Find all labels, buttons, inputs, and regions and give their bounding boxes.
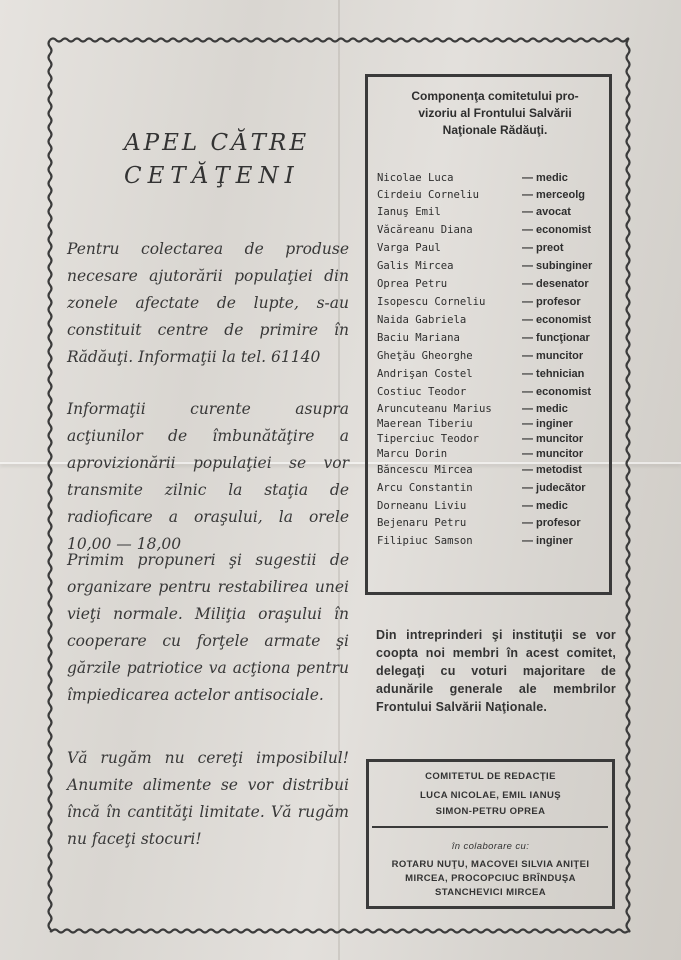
member-profession: — muncitor [522,433,584,445]
member-profession: — judecător [522,482,586,494]
member-profession: — medic [522,172,568,184]
committee-heading-line1: Componenţa comitetului pro- [411,89,579,103]
appeal-paragraph-3: Primim propuneri şi sugestii de organizare pentru restabilirea unei vieţi normale. Miliţia oraşului în cooperare cu forţele armate şi gărzile patriotice va acţiona pentru împiedicarea actelor antisociale. [67,551,349,704]
member-name: Galis Mircea [377,260,454,272]
member-profession: — inginer [522,418,573,430]
member-profession: — preot [522,242,564,254]
member-name: Filipiuc Samson [377,535,473,547]
collaborators-line1: ROTARU NUŢU, MACOVEI SILVIA ANIŢEI [391,859,590,870]
member-name: Arcu Constantin [377,482,473,494]
member-profession: — desenator [522,278,589,290]
member-name: Maerean Tiberiu [377,418,473,430]
member-profession: — muncitor [522,350,584,362]
member-name: Aruncuteanu Marius [377,403,492,415]
redaction-divider [372,826,608,828]
member-name: Băncescu Mircea [377,464,473,476]
member-name: Dorneanu Liviu [377,500,467,512]
redaction-heading: COMITETUL DE REDACŢIE [425,771,556,782]
collaboration-label: în colaborare cu: [451,841,530,852]
cooptation-note: Din intreprinderi şi instituţii se vor coopta noi membri în acest comitet, delegaţi cu voturi majoritare de adunările generale ale membrilor Frontului Salvării Naţionale. [376,628,616,714]
member-name: Costiuc Teodor [377,386,467,398]
member-name: Isopescu Corneliu [377,296,486,308]
member-profession: — metodist [522,464,582,476]
member-profession: — economist [522,314,592,326]
member-profession: — subinginer [522,260,593,272]
collaborators-line3: STANCHEVICI MIRCEA [435,887,546,898]
member-profession: — medic [522,403,568,415]
member-profession: — merceolg [522,189,585,201]
member-name: Ianuş Emil [377,206,441,218]
member-name: Andrişan Costel [377,368,473,380]
member-name: Oprea Petru [377,278,448,290]
member-name: Varga Paul [377,242,441,254]
appeal-paragraph-2: Informaţii curente asupra acţiunilor de îmbunătăţire a aprovizionării populaţiei se vor transmite zilnic la staţia de radioficare a oraşului, la orele 10,00 — 18,00 [67,400,349,553]
member-profession: — muncitor [522,448,584,460]
redaction-members-line2: SIMON-PETRU OPREA [435,806,546,817]
committee-heading [375,88,615,139]
member-profession: — profesor [522,517,581,529]
page-title-line2: CETĂŢENI [124,163,300,189]
member-name: Nicolae Luca [377,172,454,184]
member-profession: — economist [522,224,592,236]
member-profession: — funcţionar [522,332,590,344]
member-name: Baciu Mariana [377,332,460,344]
committee-heading-line3: Naţionale Rădăuţi. [442,123,548,137]
member-name: Gheţău Gheorghe [377,350,473,362]
committee-heading-line2: vizoriu al Frontului Salvării [418,106,572,120]
page-title-line1: APEL CĂTRE [124,130,310,156]
appeal-paragraph-4: Vă rugăm nu cereţi imposibilul! Anumite alimente se vor distribui încă în cantităţi limitate. Vă rugăm nu faceţi stocuri! [67,749,349,848]
member-name: Tiperciuc Teodor [377,433,480,445]
redaction-members-line1: LUCA NICOLAE, EMIL IANUŞ [419,790,562,801]
member-profession: — avocat [522,206,571,218]
member-name: Cirdeiu Corneliu [377,189,480,201]
member-profession: — profesor [522,296,581,308]
member-name: Naida Gabriela [377,314,467,326]
member-name: Marcu Dorin [377,448,448,460]
appeal-paragraph-1: Pentru colectarea de produse necesare ajutorării populaţiei din zonele afectate de lupte, s-au constituit centre de primire în Rădăuţi. Informaţii la tel. 61140 [67,240,349,366]
member-profession: — medic [522,500,568,512]
member-profession: — inginer [522,535,573,547]
member-name: Văcăreanu Diana [377,224,473,236]
member-profession: — tehnician [522,368,585,380]
member-name: Bejenaru Petru [377,517,467,529]
member-profession: — economist [522,386,592,398]
collaborators-line2: MIRCEA, PROCOPCIUC BRÎNDUŞA [405,873,576,884]
